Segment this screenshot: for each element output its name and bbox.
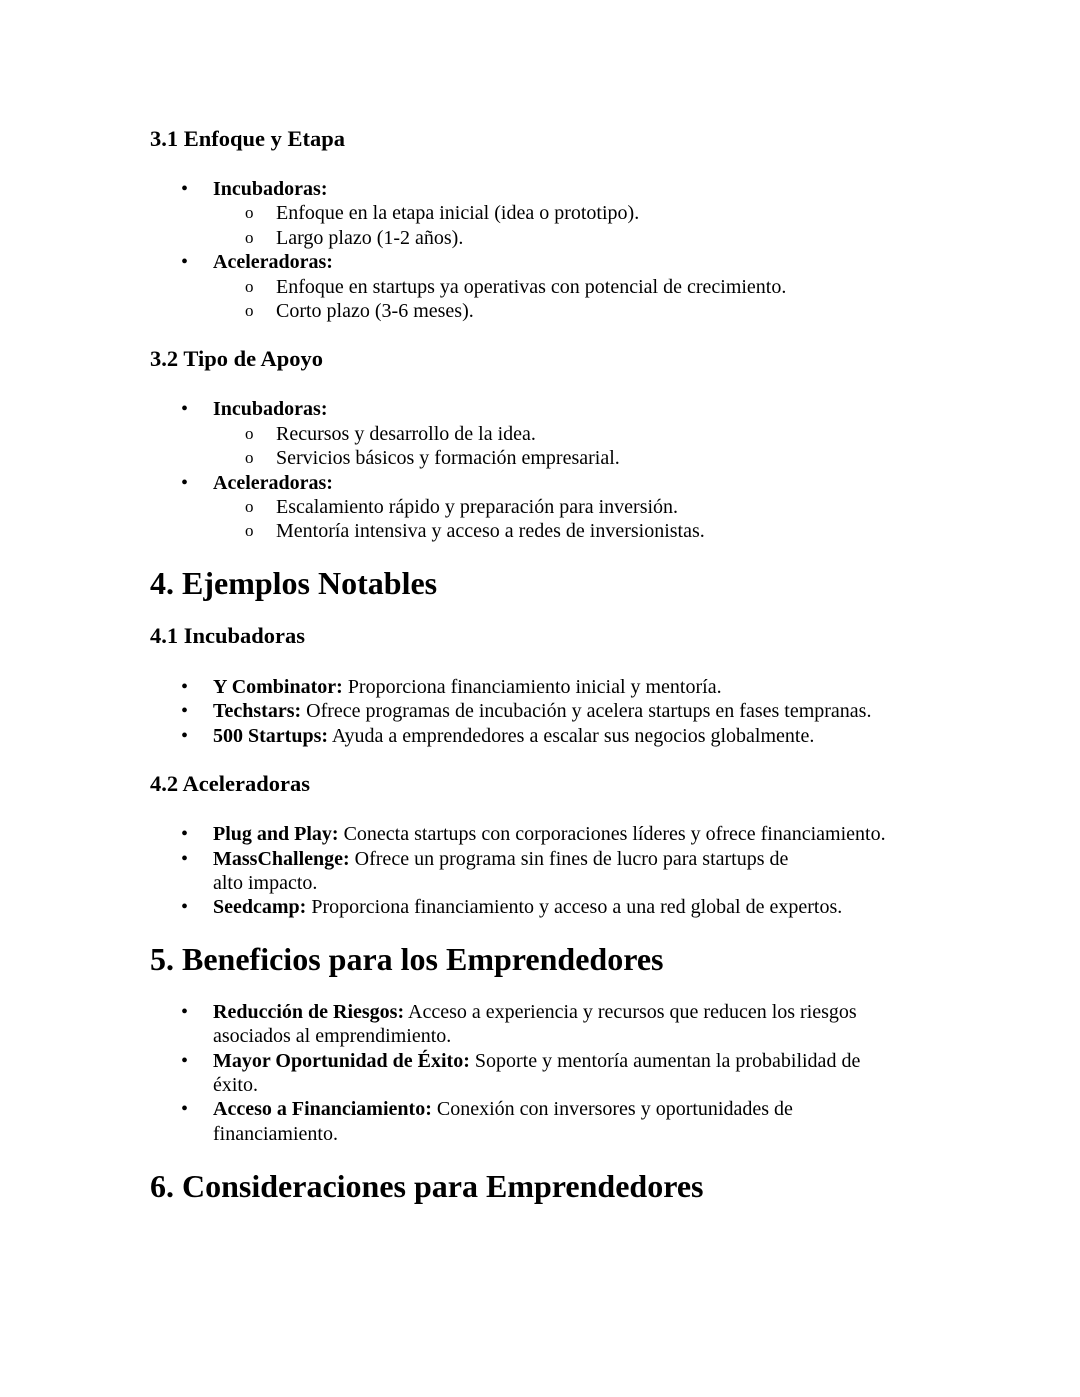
list-item	[150, 1049, 950, 1098]
item-label: MassChallenge:	[213, 847, 350, 870]
sub-list-item	[213, 422, 950, 446]
section-4-2-heading: 4.2 Aceleradoras	[150, 771, 310, 797]
item-label: Techstars:	[213, 700, 302, 723]
section-4-1-heading: 4.1 Incubadoras	[150, 622, 306, 648]
item-label: Seedcamp:	[213, 896, 307, 919]
sub-list	[213, 495, 950, 544]
bullet-icon: •	[181, 1000, 189, 1023]
item-label: Incubadoras:	[213, 178, 328, 200]
item-label: Aceleradoras:	[213, 251, 333, 274]
list-item	[150, 724, 950, 748]
item-label: Plug and Play:	[213, 823, 339, 846]
list-item	[150, 471, 950, 544]
sub-item-text: Enfoque en startups ya operativas con potencial de crecimiento.	[276, 275, 787, 298]
item-text: Acceso a experiencia y recursos que reducen los riesgos asociados al emprendimiento.	[213, 1000, 857, 1048]
item-text: Ayuda a emprendedores a escalar sus negocios globalmente.	[328, 724, 815, 747]
sub-item-text: Servicios básicos y formación empresarial.	[276, 447, 620, 470]
bullet-icon: •	[181, 251, 189, 274]
item-text: Ofrece programas de incubación y acelera startups en fases tempranas.	[301, 700, 872, 723]
item-text: Conexión con inversores y oportunidades de financiamiento.	[213, 1098, 793, 1145]
section-5-list	[150, 1000, 950, 1146]
bullet-icon: •	[181, 700, 189, 723]
section-4-2-list	[150, 822, 950, 920]
item-text: Proporciona financiamiento inicial y mentoría.	[342, 675, 722, 698]
sub-item-text: Largo plazo (1-2 años).	[276, 226, 464, 249]
sub-list-item	[213, 299, 950, 323]
bullet-icon: •	[181, 847, 189, 870]
sub-list-item	[213, 495, 950, 519]
sub-list-item	[213, 446, 950, 470]
bullet-icon: •	[181, 471, 189, 494]
item-label: Reducción de Riesgos:	[213, 1000, 405, 1023]
circle-bullet-icon: o	[245, 203, 254, 223]
sub-list-item	[213, 519, 950, 543]
sub-list-item	[213, 275, 950, 299]
sub-item-text: Escalamiento rápido y preparación para inversión.	[276, 496, 679, 519]
item-label: Incubadoras:	[213, 398, 328, 421]
section-3-1-list	[150, 177, 950, 323]
circle-bullet-icon: o	[245, 301, 254, 321]
circle-bullet-icon: o	[245, 227, 254, 247]
list-item	[150, 895, 950, 919]
item-text: Soporte y mentoría aumentan la probabilidad de éxito.	[213, 1049, 861, 1096]
bullet-icon: •	[181, 675, 189, 698]
section-3-2-heading: 3.2 Tipo de Apoyo	[150, 346, 323, 372]
list-item	[150, 397, 950, 470]
list-item	[150, 1097, 950, 1146]
item-label: Mayor Oportunidad de Éxito:	[213, 1049, 470, 1072]
circle-bullet-icon: o	[245, 521, 254, 541]
list-item	[150, 250, 950, 323]
bullet-icon: •	[181, 398, 189, 421]
circle-bullet-icon: o	[245, 276, 254, 296]
circle-bullet-icon: o	[245, 423, 254, 443]
list-item	[150, 1000, 950, 1049]
sub-list-item	[213, 201, 950, 225]
sub-item-text: Enfoque en la etapa inicial (idea o prototipo).	[276, 202, 640, 225]
item-text: Ofrece un programa sin fines de lucro para startups de alto impacto.	[213, 847, 789, 894]
sub-list-item	[213, 226, 950, 250]
section-4-1-list	[150, 675, 950, 748]
sub-list	[213, 201, 950, 250]
section-3-2-list	[150, 397, 950, 543]
sub-list	[213, 275, 950, 324]
circle-bullet-icon: o	[245, 448, 254, 468]
bullet-icon: •	[181, 823, 189, 846]
list-item	[150, 699, 950, 723]
item-label: Y Combinator:	[213, 675, 343, 698]
item-label: 500 Startups:	[213, 724, 329, 747]
list-item	[150, 822, 950, 846]
bullet-icon: •	[181, 896, 189, 919]
item-text: Proporciona financiamiento y acceso a una red global de expertos.	[306, 896, 843, 919]
section-5-heading: 5. Beneficios para los Emprendedores	[150, 940, 664, 977]
section-6-heading: 6. Consideraciones para Emprendedores	[150, 1168, 704, 1205]
item-label: Acceso a Financiamiento:	[213, 1098, 432, 1121]
document-page	[150, 124, 950, 1206]
bullet-icon: •	[181, 1098, 189, 1121]
sub-item-text: Corto plazo (3-6 meses).	[276, 300, 474, 323]
list-item	[150, 675, 950, 699]
list-item	[150, 847, 950, 896]
bullet-icon: •	[181, 724, 189, 747]
sub-list	[213, 422, 950, 471]
section-4-heading: 4. Ejemplos Notables	[150, 564, 438, 601]
list-item	[150, 177, 950, 250]
circle-bullet-icon: o	[245, 497, 254, 517]
bullet-icon: •	[181, 178, 189, 200]
section-3-1-heading: 3.1 Enfoque y Etapa	[150, 126, 346, 151]
sub-item-text: Recursos y desarrollo de la idea.	[276, 422, 536, 445]
item-label: Aceleradoras:	[213, 471, 333, 494]
item-text: Conecta startups con corporaciones líderes y ofrece financiamiento.	[338, 823, 886, 846]
bullet-icon: •	[181, 1049, 189, 1072]
sub-item-text: Mentoría intensiva y acceso a redes de inversionistas.	[276, 520, 705, 543]
